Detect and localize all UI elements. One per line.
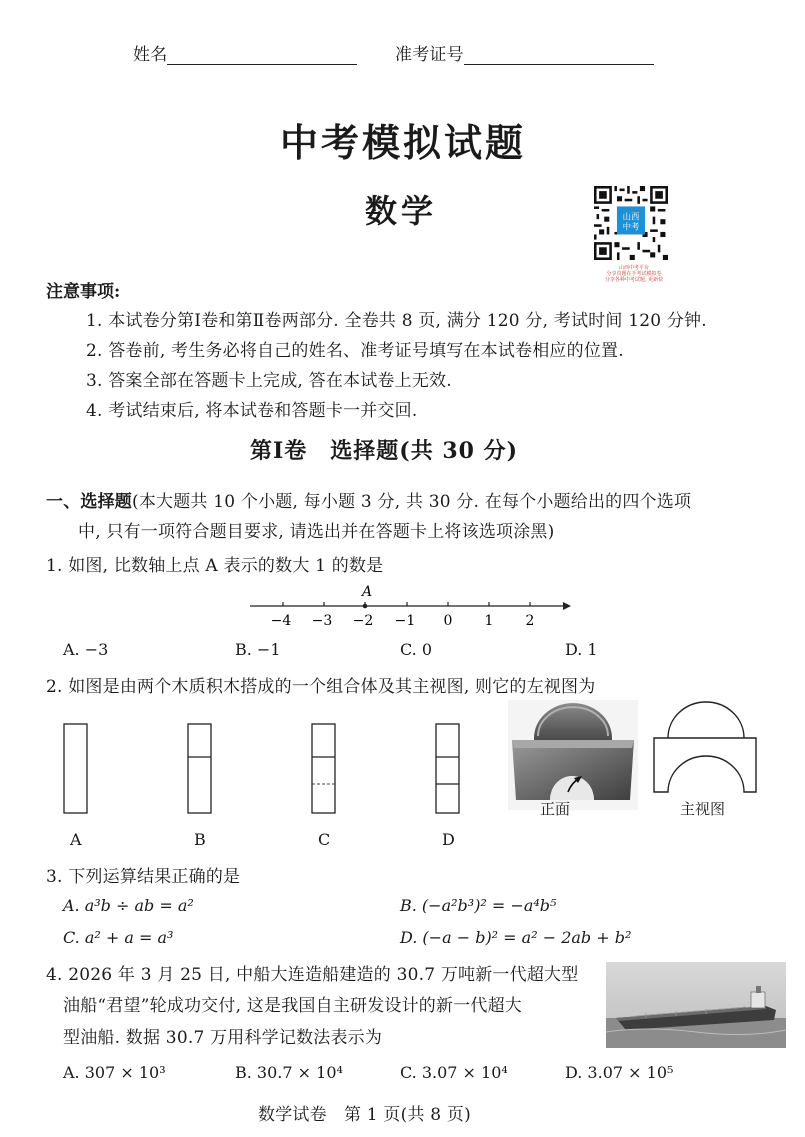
- note-item: 2. 答卷前, 考生务必将自己的姓名、准考证号填写在本试卷相应的位置.: [86, 341, 624, 361]
- q1-option-a[interactable]: A. −3: [63, 640, 109, 659]
- photo-caption: 正面: [540, 800, 571, 818]
- tick-label: 0: [443, 613, 453, 629]
- qr-badge-text-2: 中考: [622, 221, 640, 232]
- q4-option-a[interactable]: A. 307 × 10³: [63, 1063, 166, 1082]
- exam-id-field: [395, 40, 654, 65]
- q3-option-c[interactable]: C. a² + a = a³: [63, 928, 174, 947]
- q4-option-d[interactable]: D. 3.07 × 10⁵: [565, 1063, 674, 1082]
- q3-stem: 3. 下列运算结果正确的是: [46, 867, 241, 887]
- tick-label: −1: [394, 613, 416, 629]
- main-view-figure: [650, 700, 760, 800]
- q4-option-c[interactable]: C. 3.07 × 10⁴: [400, 1063, 508, 1082]
- exam-id-underline: [464, 46, 654, 65]
- part1-instruction-line1: (本大题共 10 个小题, 每小题 3 分, 共 30 分. 在每个小题给出的四个选项: [132, 492, 692, 512]
- wooden-blocks-photo: [508, 700, 638, 810]
- view-option-b-shape: [188, 724, 211, 813]
- note-item: 1. 本试卷分第Ⅰ卷和第Ⅱ卷两部分. 全卷共 8 页, 满分 120 分, 考试时间 120 分钟.: [86, 311, 707, 331]
- qr-badge-text-1: 山西: [622, 211, 640, 222]
- qr-caption: [594, 265, 674, 283]
- q2-option-figures: [55, 715, 475, 820]
- name-field: [133, 40, 357, 65]
- tick-label: −2: [352, 613, 374, 629]
- exam-id-label: 准考证号: [395, 45, 464, 65]
- q4-option-b[interactable]: B. 30.7 × 10⁴: [235, 1063, 343, 1082]
- qr-code-icon: [594, 186, 668, 260]
- q2-option-a[interactable]: A: [70, 830, 82, 849]
- q2-option-b[interactable]: B: [194, 830, 206, 849]
- q2-stem: 2. 如图是由两个木质积木搭成的一个组合体及其主视图, 则它的左视图为: [46, 677, 596, 697]
- q2-option-d[interactable]: D: [442, 830, 455, 849]
- q4-line1: 4. 2026 年 3 月 25 日, 中船大连造船建造的 30.7 万吨新一代超大型: [46, 965, 579, 985]
- q1-stem: 1. 如图, 比数轴上点 A 表示的数大 1 的数是: [46, 556, 384, 576]
- page-title: 中考模拟试题: [280, 120, 527, 165]
- number-line-figure: [245, 580, 575, 630]
- tick-label: −4: [270, 613, 292, 629]
- tick-label: −3: [311, 613, 333, 629]
- part1-heading: 一、选择题: [46, 492, 132, 512]
- name-label: 姓名: [133, 45, 168, 65]
- q3-option-d[interactable]: D. (−a − b)² = a² − 2ab + b²: [400, 928, 632, 947]
- view-option-a-shape: [64, 724, 87, 813]
- page-footer: 数学试卷 第 1 页(共 8 页): [258, 1105, 471, 1125]
- qr-caption-line: 山西中考平台: [618, 265, 649, 271]
- notes-heading: 注意事项:: [46, 282, 121, 302]
- main-view-caption: 主视图: [680, 800, 726, 818]
- q1-option-b[interactable]: B. −1: [235, 640, 281, 659]
- tick-label: 1: [484, 613, 494, 629]
- q4-line3: 型油船. 数据 30.7 万用科学记数法表示为: [63, 1028, 383, 1048]
- point-a-dot: [363, 604, 368, 609]
- oil-tanker-photo: [606, 962, 786, 1048]
- subject-title: 数学: [365, 192, 438, 230]
- view-option-d-shape: [436, 724, 459, 813]
- q2-option-c[interactable]: C: [318, 830, 331, 849]
- q1-option-c[interactable]: C. 0: [400, 640, 433, 659]
- part1-instruction-line2: 中, 只有一项符合题目要求, 请选出并在答题卡上将该选项涂黑): [78, 522, 555, 542]
- qr-code-block: [594, 186, 674, 283]
- part1-instruction: [46, 487, 691, 512]
- section-title: 第Ⅰ卷 选择题(共 30 分): [250, 438, 519, 464]
- q1-option-d[interactable]: D. 1: [565, 640, 598, 659]
- note-item: 4. 考试结束后, 将本试卷和答题卡一并交回.: [86, 401, 418, 421]
- qr-caption-line: 分享各种中考试题, 更新快: [604, 277, 664, 283]
- q3-option-a[interactable]: A. a³b ÷ ab = a²: [63, 896, 194, 915]
- axis-arrow-icon: [563, 602, 571, 610]
- qr-caption-line: 分享真题在手考试模拟卷: [606, 271, 662, 277]
- point-a-label: A: [361, 584, 373, 600]
- name-underline: [167, 46, 357, 65]
- q4-line2: 油船“君望”轮成功交付, 这是我国自主研发设计的新一代超大: [63, 996, 522, 1016]
- tick-label: 2: [525, 613, 535, 629]
- q3-option-b[interactable]: B. (−a²b³)² = −a⁴b⁵: [400, 896, 557, 915]
- view-option-c-shape: [312, 724, 335, 813]
- note-item: 3. 答案全部在答题卡上完成, 答在本试卷上无效.: [86, 371, 452, 391]
